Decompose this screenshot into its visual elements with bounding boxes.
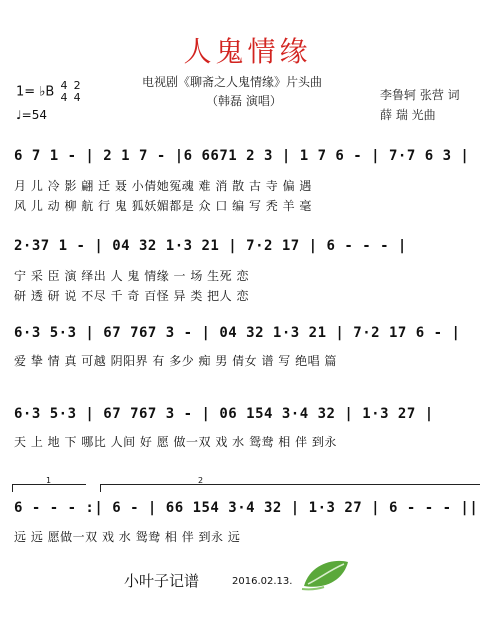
lyric-line-5: 远 远 愿做一双 戏 水 鸳鸯 相 伴 到永 远 <box>14 530 241 544</box>
page-title: 人鬼情缘 <box>183 35 312 68</box>
meter-1 <box>61 80 68 104</box>
score-line-3: 6·3 5·3 | 67 767 3 - | 04 32 1·3 21 | 7·2 17 6 - | <box>14 325 461 341</box>
lyric-line-4: 天 上 地 下 哪比 人间 好 愿 做一双 戏 水 鸳鸯 相 伴 到永 <box>14 435 337 449</box>
leaf-icon <box>300 556 352 592</box>
lyric-line-1b: 风 儿 动 柳 航 行 鬼 狐妖媚都是 众 口 编 写 秃 羊 毫 <box>14 199 312 213</box>
key-signature <box>16 80 81 104</box>
lyric-line-2b: 研 透 研 说 不尽 千 奇 百怪 异 类 把人 恋 <box>14 289 249 303</box>
score-line-4: 6·3 5·3 | 67 767 3 - | 06 154 3·4 32 | 1·3 27 | <box>14 406 434 422</box>
meter-2-top: 2 <box>73 79 81 92</box>
date-stamp: 2016.02.13. <box>232 576 293 587</box>
lyric-line-3: 爱 挚 情 真 可越 阴阳界 有 多少 痴 男 倩女 谱 写 绝唱 篇 <box>14 354 337 368</box>
meter-1-bottom: 4 <box>60 91 68 104</box>
singer-credit: （韩磊 演唱） <box>206 94 282 108</box>
volta-2-bracket <box>100 484 480 485</box>
key-label: 1= ♭B <box>16 84 55 100</box>
composer-credit: 薛 瑞 光曲 <box>380 108 436 122</box>
lyric-line-2a: 宁 采 臣 演 绎出 人 鬼 情缘 一 场 生死 恋 <box>14 269 249 283</box>
meter-2 <box>74 80 81 104</box>
lyricist-credit: 李鲁轲 张营 词 <box>380 88 460 102</box>
volta-1-number: 1 <box>46 476 52 485</box>
tempo-mark: ♩=54 <box>16 108 47 122</box>
subtitle: 电视剧《聊斋之人鬼情缘》片头曲 <box>142 75 323 89</box>
transcriber-signature: 小叶子记谱 <box>124 572 200 590</box>
volta-1-tick <box>12 484 13 492</box>
volta-2-tick <box>100 484 101 492</box>
meter-2-bottom: 4 <box>73 91 81 104</box>
score-line-1: 6 7 1 - | 2 1 7 - |6 6671 2 3 | 1 7 6 - | 7·7 6 3 | <box>14 148 470 164</box>
meter-1-top: 4 <box>60 79 68 92</box>
score-line-5: 6 - - - :| 6 - | 66 154 3·4 32 | 1·3 27 | 6 - - - || <box>14 500 479 516</box>
volta-2-number: 2 <box>198 476 204 485</box>
score-line-2: 2·37 1 - | 04 32 1·3 21 | 7·2 17 | 6 - - - | <box>14 238 407 254</box>
lyric-line-1a: 月 儿 冷 影 翩 迁 聂 小倩她冤魂 难 消 散 古 寺 偏 遇 <box>14 179 312 193</box>
